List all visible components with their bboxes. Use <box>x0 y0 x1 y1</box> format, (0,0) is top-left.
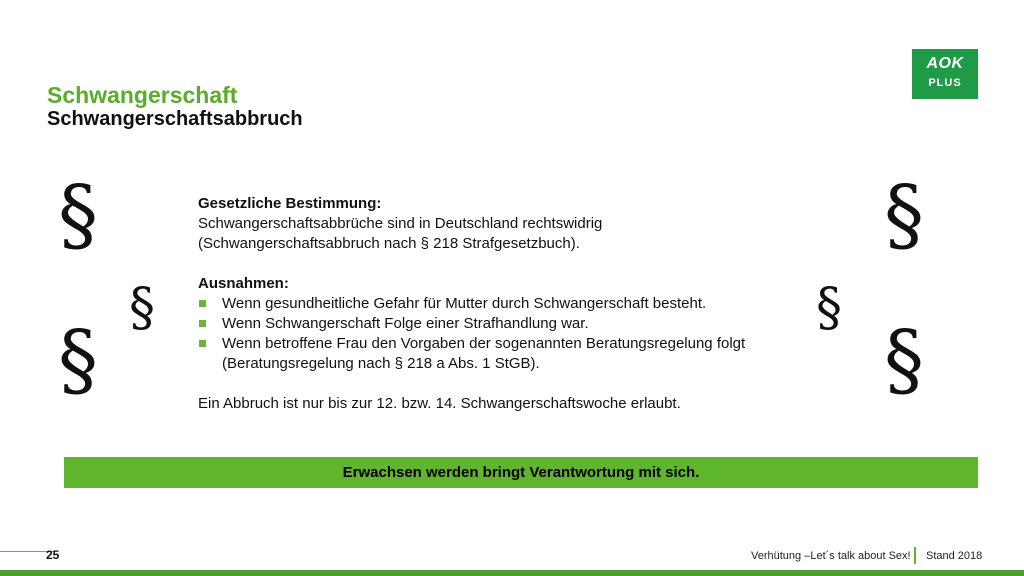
page-subtitle: Schwangerschaftsabbruch <box>47 108 303 130</box>
bullet-square-icon <box>199 300 206 307</box>
logo-text-aok: AOK <box>926 55 964 72</box>
paragraph-symbol-icon: § <box>884 313 924 406</box>
legal-line: Schwangerschaftsabbrüche sind in Deutschland rechtswidrig <box>198 215 603 232</box>
responsibility-banner: Erwachsen werden bringt Verantwortung mit sich. <box>64 457 978 488</box>
bullet-square-icon <box>199 340 206 347</box>
bottom-brand-bar <box>0 570 1024 576</box>
bullet-square-icon <box>199 320 206 327</box>
page-number: 25 <box>46 548 60 562</box>
legal-line: (Schwangerschaftsabbruch nach § 218 Strafgesetzbuch). <box>198 235 580 252</box>
footer-date: Stand 2018 <box>926 550 983 562</box>
aok-plus-logo <box>912 49 978 99</box>
logo-text-plus: PLUS <box>928 77 962 89</box>
paragraph-symbol-icon: § <box>58 313 98 406</box>
page-title: Schwangerschaft <box>47 82 238 108</box>
exceptions-heading: Ausnahmen: <box>198 275 289 292</box>
footer-series-title: Verhütung –Let´s talk about Sex! <box>751 550 911 562</box>
list-item <box>198 334 792 374</box>
list-item <box>198 314 818 334</box>
list-item-text: Wenn gesundheitliche Gefahr für Mutter durch Schwangerschaft besteht. <box>222 295 707 312</box>
list-item <box>198 294 818 314</box>
paragraph-symbol-icon: § <box>58 168 98 261</box>
list-item-text: Wenn Schwangerschaft Folge einer Strafhandlung war. <box>222 315 589 332</box>
closing-note: Ein Abbruch ist nur bis zur 12. bzw. 14. Schwangerschaftswoche erlaubt. <box>198 395 681 412</box>
legal-heading: Gesetzliche Bestimmung: <box>198 195 382 212</box>
paragraph-symbol-icon: § <box>129 278 155 338</box>
exceptions-list <box>198 294 818 374</box>
content-body <box>198 194 818 414</box>
paragraph-symbol-icon: § <box>884 168 924 261</box>
footer-divider <box>914 547 916 564</box>
paragraph-symbol-icon: § <box>816 278 842 338</box>
list-item-text: Wenn betroffene Frau den Vorgaben der sogenannten Beratungsregelung folgt (Beratungsregelung nach § 218 a Abs. 1 StGB). <box>222 335 746 372</box>
